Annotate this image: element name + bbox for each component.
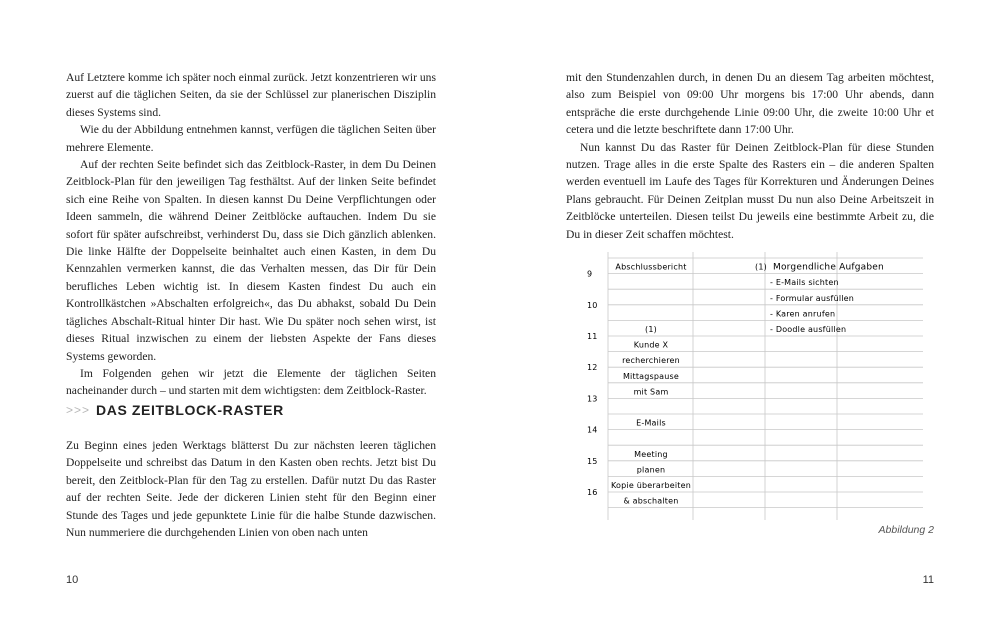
heading-text: DAS ZEITBLOCK-RASTER: [96, 402, 284, 418]
page-number-left: 10: [66, 574, 79, 586]
hour-label: 15: [587, 456, 598, 466]
right-page-body: [566, 69, 934, 243]
hour-label: 13: [587, 394, 598, 404]
time-block-entry: Kopie überarbeiten: [610, 481, 692, 490]
task-item: - Karen anrufen: [770, 309, 836, 319]
paragraph: Nun kannst Du das Raster für Deinen Zeitblock-Plan für diese Stunden nutzen. Trage alles in die erste Spalte des Rasters ein – die anderen Spalten werden eventuell im Laufe des Tages für Korrekturen und Änderungen Deines Plans gebraucht. Für Deinen Zeitplan musst Du nun also Deine Arbeitszeit in Zeitblöcke unterteilen. Diesen teilst Du jeweils eine bestimmte Arbeit zu, die Du in dieser Zeit schaffen möchtest.: [566, 140, 934, 241]
time-block-entries: [611, 263, 691, 506]
task-item: - E-Mails sichten: [770, 278, 839, 288]
page-number-right: 11: [922, 574, 934, 586]
time-block-entry: Kunde X: [633, 340, 669, 350]
time-block-entry: Abschlussbericht: [615, 262, 687, 272]
time-block-grid-figure: [575, 250, 925, 520]
paragraph: Im Folgenden gehen wir jetzt die Elemente der täglichen Seiten nacheinander durch – und starten mit dem wichtigsten: dem Zeitblock-Raster.: [66, 366, 436, 398]
grid-lines: [608, 252, 923, 520]
time-block-entry: Mittagspause: [622, 371, 680, 381]
left-page-body-top: [66, 69, 436, 400]
paragraph: mit den Stundenzahlen durch, in denen Du an diesem Tag arbeiten möchtest, also zum Beispiel von 09:00 Uhr morgens bis 17:00 Uhr abends, dann entspräche die erste durchgehende Linie 09:00 Uhr, die zweite 10:00 Uhr et cetera und die letzte beschriftete dann 17:00 Uhr.: [566, 71, 934, 137]
time-block-entry: (1): [645, 325, 657, 334]
paragraph: Zu Beginn eines jeden Werktags blätterst Du zur nächsten leeren täglichen Doppelseite und schreibst das Datum in den Kasten oben rechts. Jetzt bist Du bereit, den Zeitblock-Plan für den Tag zu erstellen. Dafür nutzt Du das Raster auf der rechten Seite. Jede der dickeren Linien steht für den Beginn einer Stunde des Tages und jede gepunktete Linie für die halbe Stunde dazwischen. Nun nummeriere die durchgehenden Linien von oben nach unten: [66, 439, 436, 540]
paragraph: Auf der rechten Seite befindet sich das Zeitblock-Raster, in dem Du Deinen Zeitblock-Plan für den jeweiligen Tag festhältst. Auf der linken Seite befindet sich eine Reihe von Spalten. In diesen kannst Du Deine Verpflichtungen oder Ideen sammeln, die während Deiner Zeitblöcke auftauchen. Indem Du sie sofort für später aufschreibst, verhinderst Du, dass sie Dich gänzlich ablenken. Die linke Hälfte der Doppelseite beinhaltet auch einen Kasten, in dem Du Kennzahlen vermerken kannst, die das Verhalten messen, das Dir für Dein berufliches Leben wichtig ist. In diesem Kasten findest Du auch ein Kontrollkästchen »Abschalten erfolgreich«, das Du abhakst, sobald Du Dein tägliches Abschalt-Ritual hinter Dir hast. Wie Du später noch sehen wirst, ist dieses Ritual inzwischen zu einem der liebsten Aspekte der Fans dieses Systems geworden.: [66, 158, 436, 363]
figure-caption: Abbildung 2: [878, 524, 934, 536]
paragraph: Wie du der Abbildung entnehmen kannst, verfügen die täglichen Seiten über mehrere Elemente.: [66, 123, 436, 154]
hour-label: 14: [587, 425, 598, 435]
left-page-body-bottom: [66, 437, 436, 541]
column-marker: (1): [755, 262, 767, 272]
hour-labels: [587, 270, 598, 497]
task-item: - Formular ausfüllen: [770, 293, 855, 303]
tasks-title: Morgendliche Aufgaben: [773, 262, 884, 273]
section-heading: [66, 402, 436, 418]
task-list: [770, 278, 854, 334]
time-block-entry: planen: [636, 465, 666, 475]
time-block-entry: & abschalten: [623, 496, 679, 506]
paragraph: Auf Letztere komme ich später noch einmal zurück. Jetzt konzentrieren wir uns zuerst auf die täglichen Seiten, da sie der Schlüssel zur planerischen Disziplin dieses Systems sind.: [66, 71, 436, 119]
time-block-entry: recherchieren: [622, 356, 680, 366]
hour-label: 16: [587, 488, 598, 497]
hour-label: 9: [587, 269, 593, 279]
time-block-entry: Meeting: [634, 449, 668, 459]
hour-label: 12: [587, 363, 598, 373]
hour-label: 10: [587, 300, 598, 310]
time-block-entry: mit Sam: [633, 387, 669, 397]
hour-label: 11: [587, 332, 598, 341]
heading-arrows: >>>: [66, 403, 91, 417]
time-block-entry: E-Mails: [636, 418, 666, 428]
task-item: - Doodle ausfüllen: [770, 325, 847, 334]
